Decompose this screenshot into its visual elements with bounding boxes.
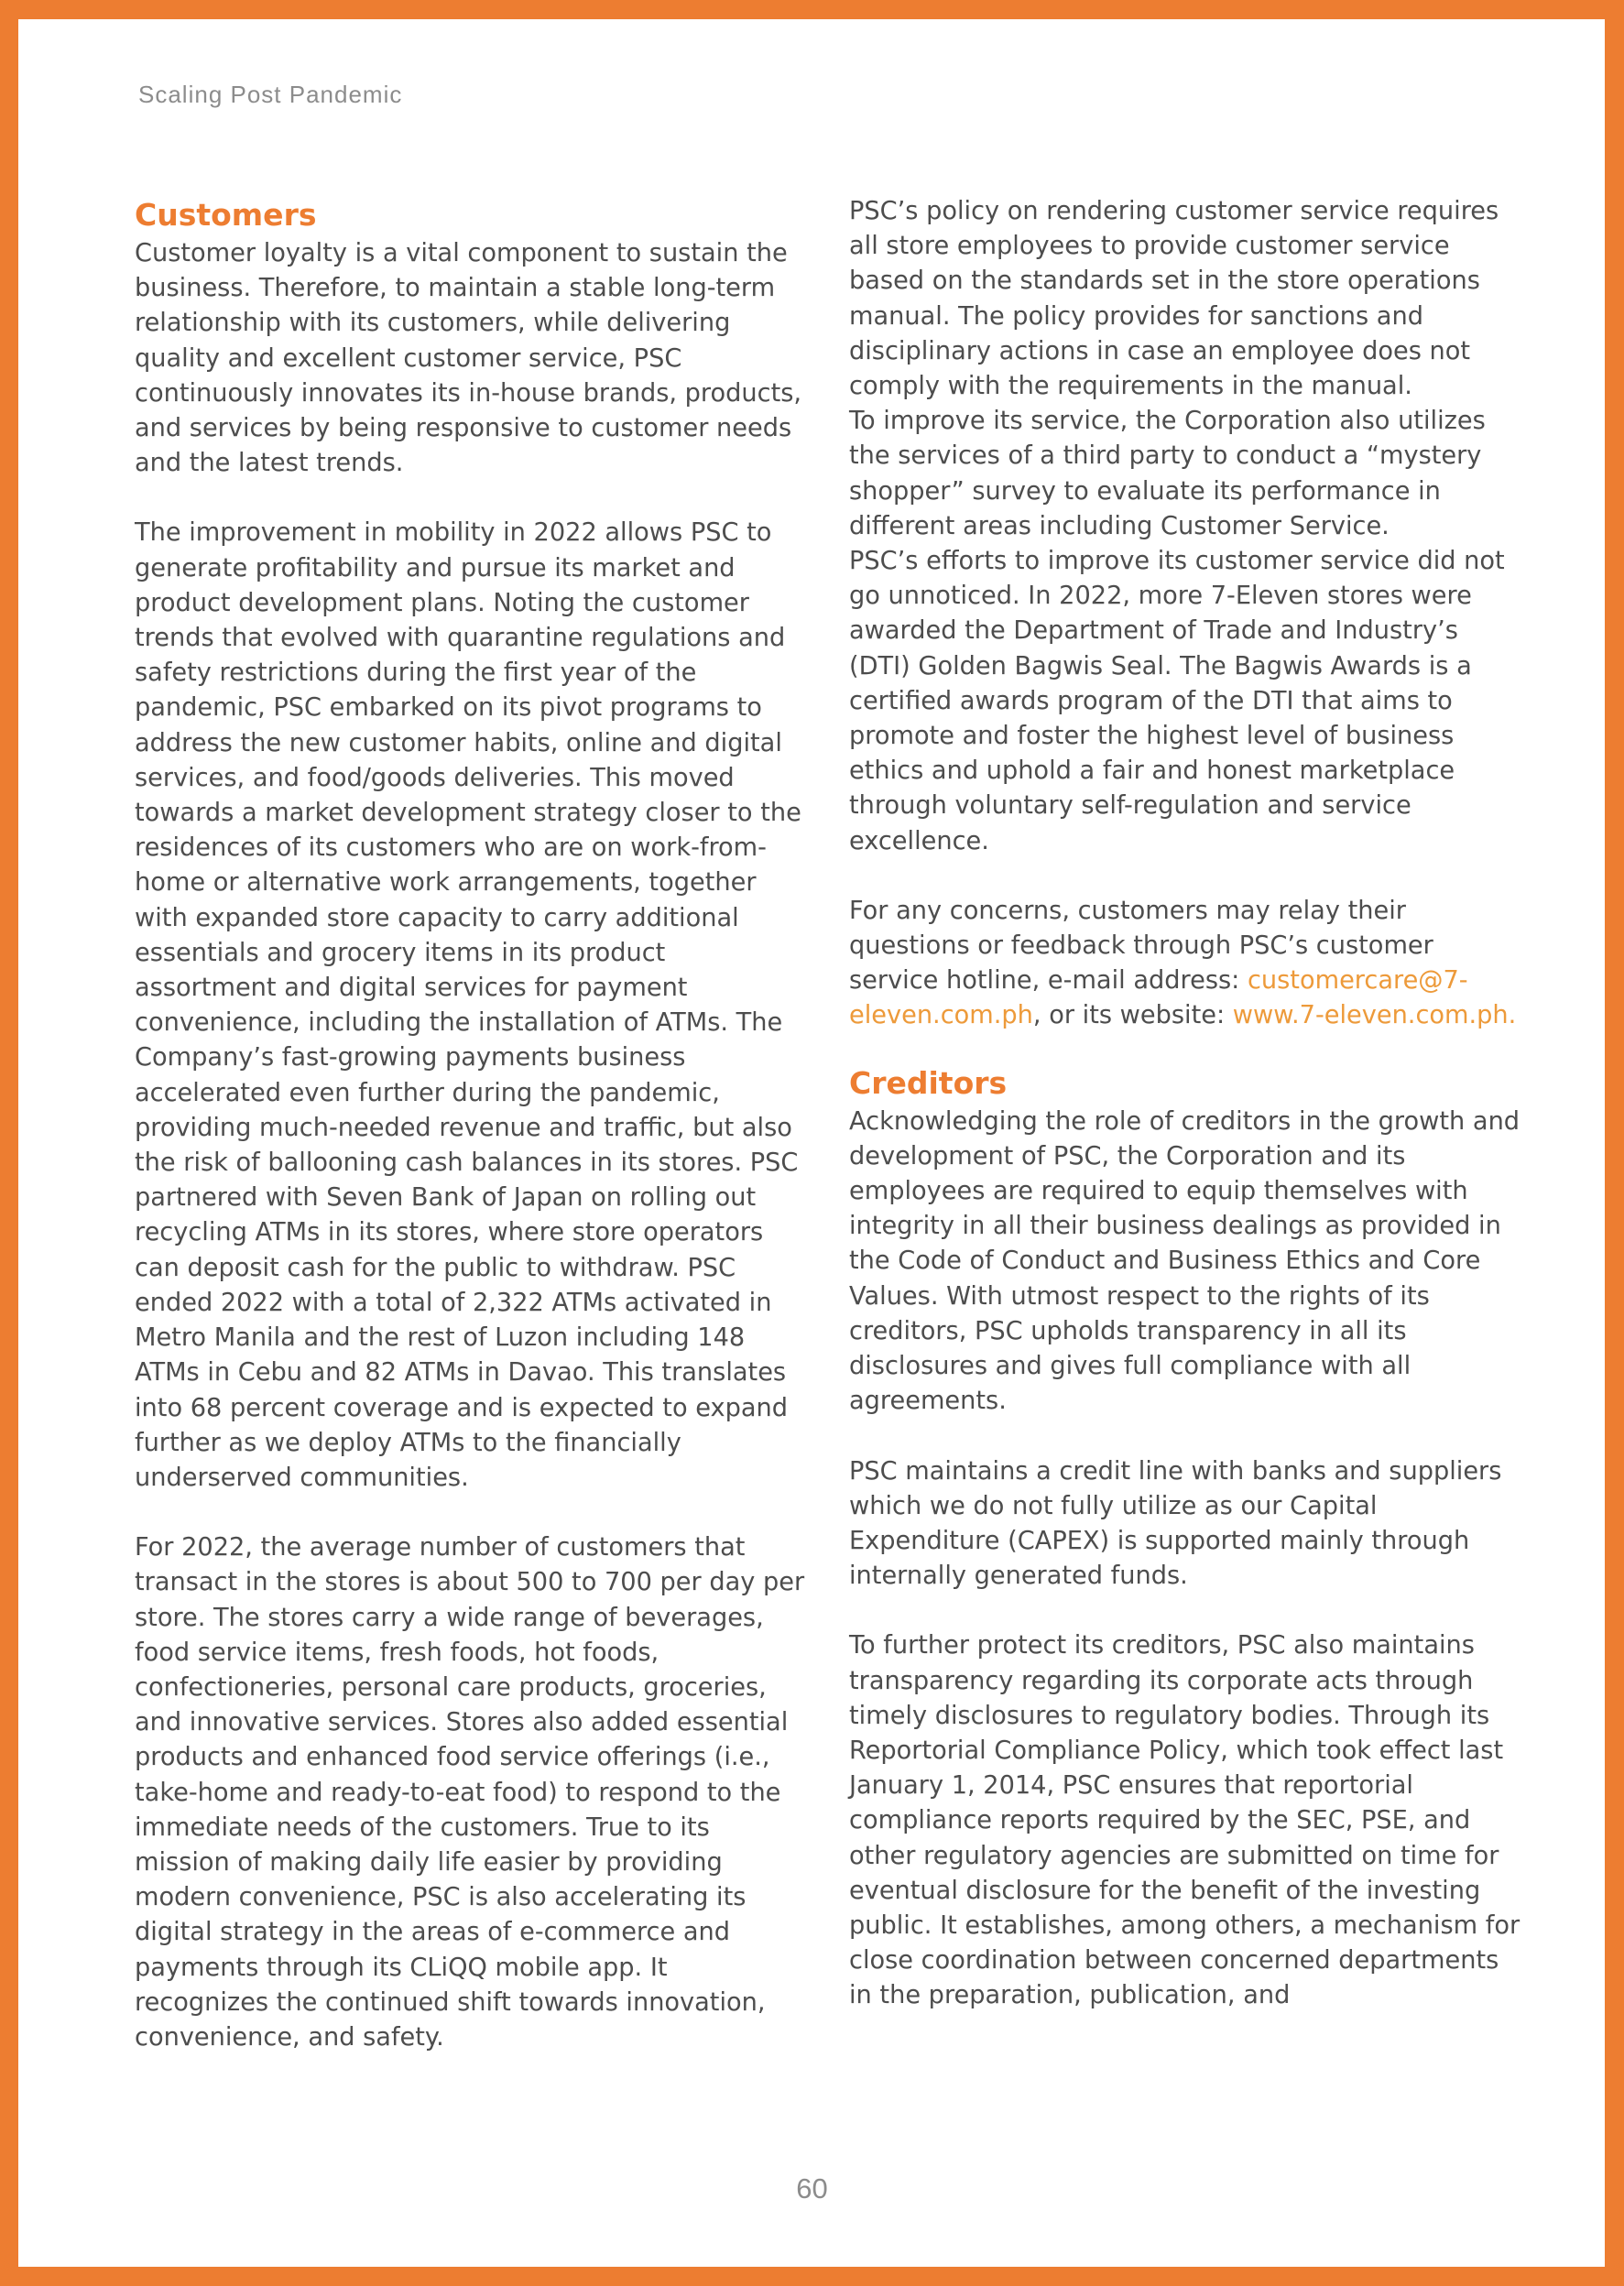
paragraph: PSC’s policy on rendering customer service requires all store employees to provide customer service based on the standards set in the store operations manual. The policy provides for sanctions and disciplinary actions in case an employee does not comply with the requirements in the manual. (849, 197, 1499, 401)
paragraph: PSC’s efforts to improve its customer service did not go unnoticed. In 2022, more 7-Eleven stores were awarded the Department of Trade and Industry’s (DTI) Golden Bagwis Seal. The Bagwis Awards is a certified awards program of the DTI that aims to promote and foster the highest level of business ethics and uphold a fair and honest marketplace through voluntary self-regulation and service excellence. (849, 547, 1505, 855)
running-title: Scaling Post Pandemic (138, 81, 403, 108)
section-heading-creditors: Creditors (849, 1064, 1008, 1101)
section-heading-customers: Customers (135, 197, 317, 233)
contact-paragraph (849, 894, 1522, 1034)
right-column (849, 194, 1522, 2014)
paragraph: To improve its service, the Corporation also utilizes the services of a third party to conduct a “mystery shopper” survey to evaluate its performance in different areas including Customer Service. (849, 407, 1486, 540)
contact-text: For any concerns, customers may relay their questions or feedback through PSC’s customer service hotline, e-mail address: (849, 896, 1433, 996)
paragraph: Acknowledging the role of creditors in the growth and development of PSC, the Corporation and its employees are required to equip themselves with integrity in all their business dealings as provided in the Code of Conduct and Business Ethics and Core Values. With utmost respect to the rights of its creditors, PSC upholds transparency in all its disclosures and gives full compliance with all agreements. (849, 1106, 1520, 1416)
paragraph: PSC maintains a credit line with banks and suppliers which we do not fully utilize as our Capital Expenditure (CAPEX) is supported mainly through internally generated funds. (849, 1456, 1502, 1591)
paragraph: Customer loyalty is a vital component to sustain the business. Therefore, to maintain a stable long-term relationship with its customers, while delivering quality and excellent customer service, PSC continuously innovates its in-house brands, products, and services by being responsive to customer needs and the latest trends. (135, 239, 802, 478)
website-link[interactable]: www.7-eleven.com.ph. (1232, 1001, 1517, 1030)
contact-text: , or its website: (1032, 1001, 1233, 1030)
page-number: 60 (796, 2172, 828, 2204)
left-column (135, 194, 808, 2055)
paragraph: For 2022, the average number of customers that transact in the stores is about 500 to 700 per day per store. The stores carry a wide range of beverages, food service items, fresh foods, hot foods, confectioneries, personal care products, groceries, and innovative services. Stores also added essential products and enhanced food service offerings (i.e., take-home and ready-to-eat food) to respond to the immediate needs of the customers. True to its mission of making daily life easier by providing modern convenience, PSC is also accelerating its digital strategy in the areas of e-commerce and payments through its CLiQQ mobile app. It recognizes the continued shift towards innovation, convenience, and safety. (135, 1533, 805, 2052)
paragraph: To further protect its creditors, PSC also maintains transparency regarding its corporate acts through timely disclosures to regulatory bodies. Through its Reportorial Compliance Policy, which took effect last January 1, 2014, PSC ensures that reportorial compliance reports required by the SEC, PSE, and other regulatory agencies are submitted on time for eventual disclosure for the benefit of the investing public. It establishes, among others, a mechanism for close coordination between concerned departments in the preparation, publication, and (849, 1631, 1520, 2010)
email-link[interactable]: customercare@7-eleven.com.ph (849, 966, 1468, 1030)
paragraph: The improvement in mobility in 2022 allows PSC to generate profitability and pursue its market and product development plans. Noting the customer trends that evolved with quarantine regulations and safety restrictions during the first year of the pandemic, PSC embarked on its pivot programs to address the new customer habits, online and digital services, and food/goods deliveries. This moved towards a market development strategy closer to the residences of its customers who are on work-from-home or alternative work arrangements, together with expanded store capacity to carry additional essentials and grocery items in its product assortment and digital services for payment convenience, including the installation of ATMs. The Company’s fast-growing payments business accelerated even further during the pandemic, providing much-needed revenue and traffic, but also the risk of ballooning cash balances in its stores. PSC partnered with Seven Bank of Japan on rolling out recycling ATMs in its stores, where store operators can deposit cash for the public to withdraw. PSC ended 2022 with a total of 2,322 ATMs activated in Metro Manila and the rest of Luzon including 148 ATMs in Cebu and 82 ATMs in Davao. This translates into 68 percent coverage and is expected to expand further as we deploy ATMs to the financially underserved communities. (135, 518, 801, 1492)
